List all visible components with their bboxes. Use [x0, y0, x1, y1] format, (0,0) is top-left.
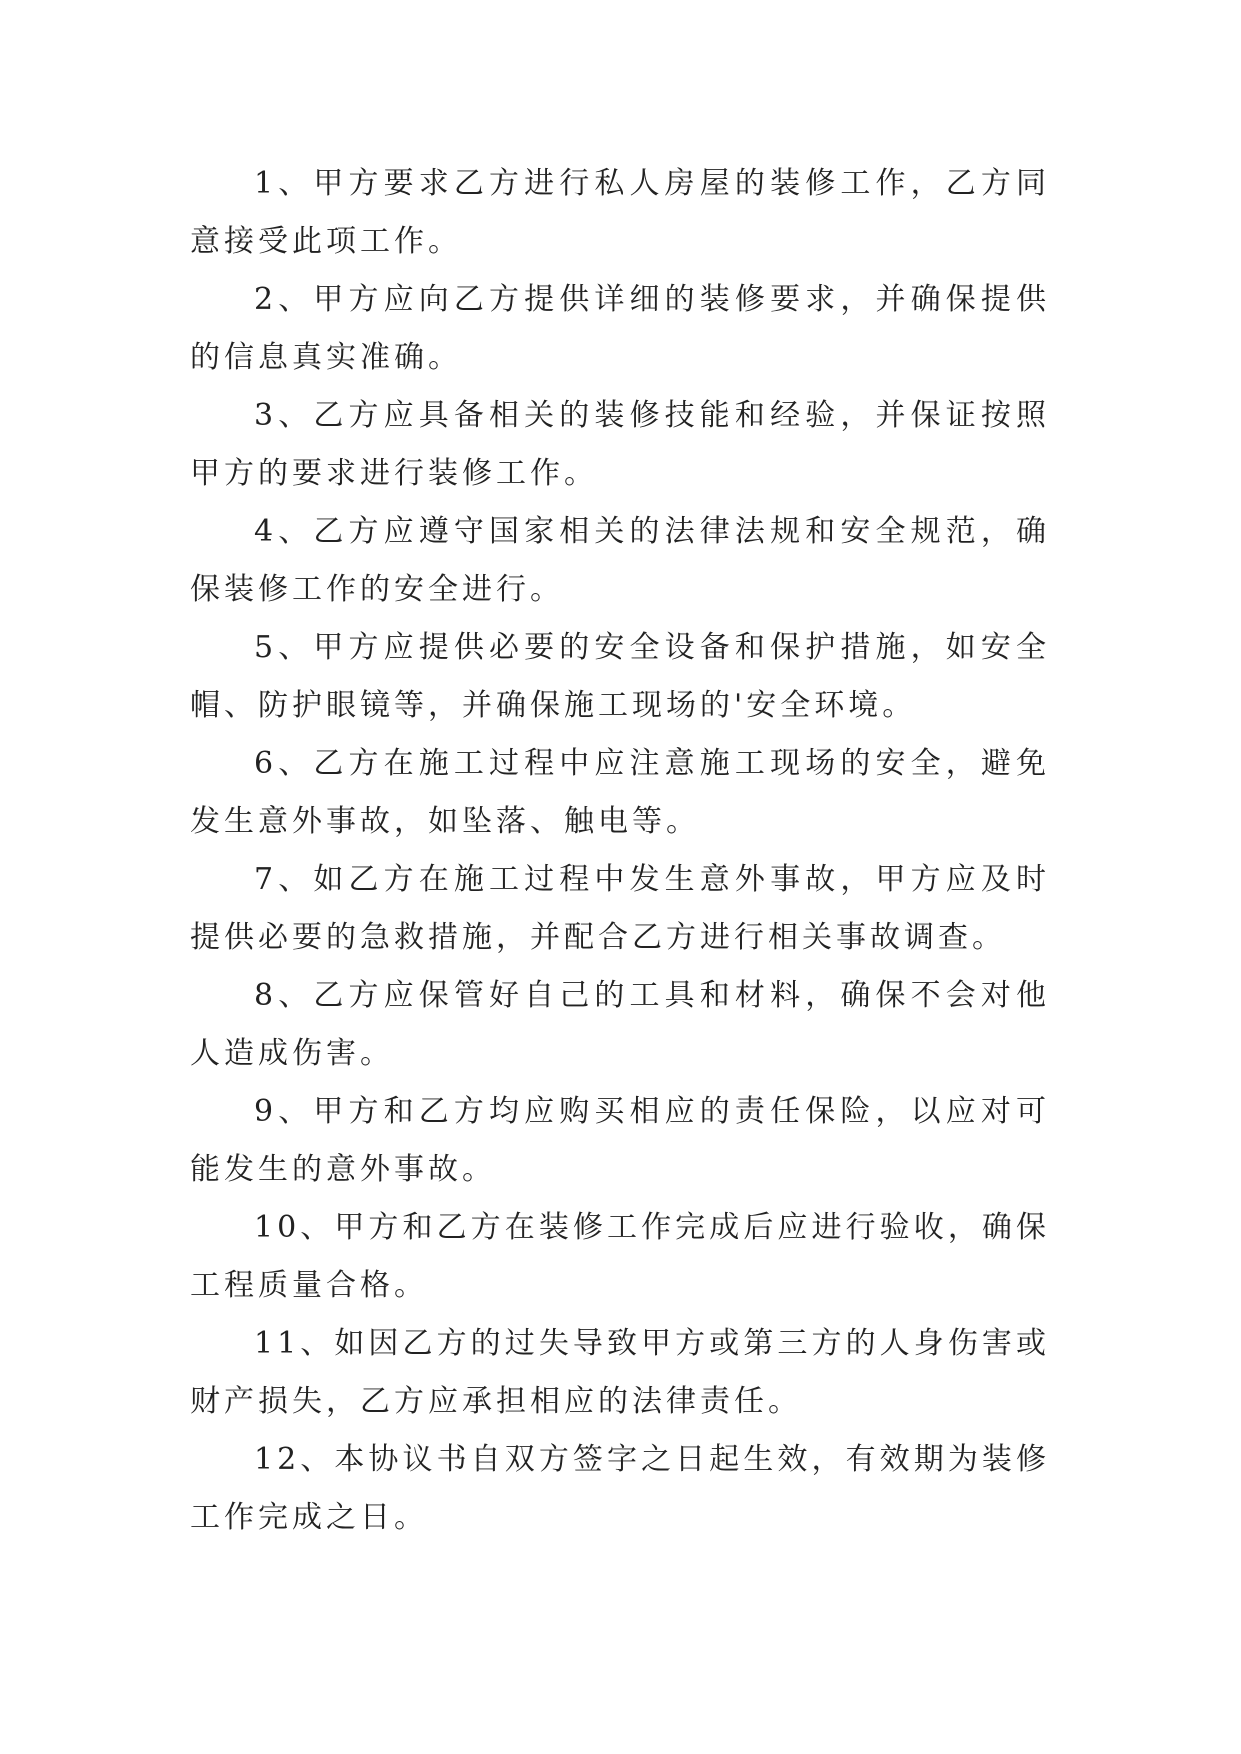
- clause-8: 8、乙方应保管好自己的工具和材料，确保不会对他人造成伤害。: [190, 978, 1050, 1071]
- clause-6: 6、乙方在施工过程中应注意施工现场的安全，避免发生意外事故，如坠落、触电等。: [190, 746, 1050, 839]
- clause-7: 7、如乙方在施工过程中发生意外事故，甲方应及时提供必要的急救措施，并配合乙方进行相关事故调查。: [190, 862, 1050, 955]
- clause-3: 3、乙方应具备相关的装修技能和经验，并保证按照甲方的要求进行装修工作。: [190, 398, 1050, 491]
- clause-4: 4、乙方应遵守国家相关的法律法规和安全规范，确保装修工作的安全进行。: [190, 514, 1050, 607]
- clause-11: 11、如因乙方的过失导致甲方或第三方的人身伤害或财产损失，乙方应承担相应的法律责任。: [190, 1326, 1050, 1419]
- clause-10: 10、甲方和乙方在装修工作完成后应进行验收，确保工程质量合格。: [190, 1210, 1050, 1303]
- document-body: [190, 155, 1050, 1547]
- clause-2: 2、甲方应向乙方提供详细的装修要求，并确保提供的信息真实准确。: [190, 282, 1050, 375]
- clause-5: 5、甲方应提供必要的安全设备和保护措施，如安全帽、防护眼镜等，并确保施工现场的'安全环境。: [190, 630, 1050, 723]
- clause-12: 12、本协议书自双方签字之日起生效，有效期为装修工作完成之日。: [190, 1442, 1050, 1535]
- clause-1: 1、甲方要求乙方进行私人房屋的装修工作，乙方同意接受此项工作。: [190, 166, 1050, 259]
- clause-9: 9、甲方和乙方均应购买相应的责任保险，以应对可能发生的意外事故。: [190, 1094, 1050, 1187]
